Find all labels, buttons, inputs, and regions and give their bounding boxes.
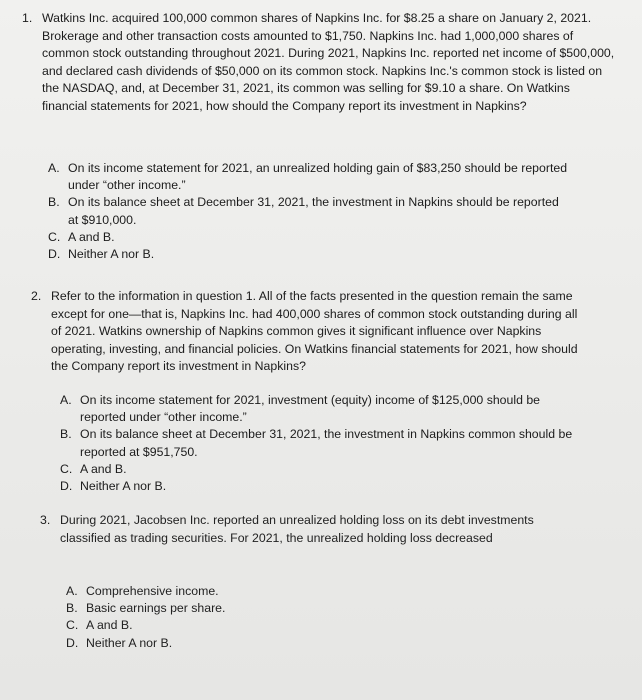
- option-b: [60, 426, 580, 460]
- option-text: On its balance sheet at December 31, 2021, the investment in Napkins should be reported at $910,000.: [68, 195, 559, 227]
- question-3-options: [66, 583, 586, 652]
- option-b: [48, 194, 568, 228]
- option-letter: B.: [48, 195, 60, 210]
- option-a: [66, 583, 586, 600]
- question-number: 3.: [40, 513, 51, 527]
- question-text: During 2021, Jacobsen Inc. reported an unrealized holding loss on its debt investments classified as trading securities. For 2021, the unrealized holding loss decreased: [60, 513, 534, 545]
- option-text: Basic earnings per share.: [86, 601, 226, 616]
- question-number: 1.: [22, 11, 33, 25]
- option-letter: D.: [48, 247, 61, 262]
- question-2-options: [60, 392, 580, 495]
- option-letter: A.: [48, 161, 60, 175]
- option-letter: C.: [60, 461, 73, 476]
- option-letter: D.: [60, 479, 73, 494]
- question-text: Refer to the information in question 1. All of the facts presented in the question remain the same except for one—that is, Napkins Inc. had 400,000 shares of common stock outstanding during all of 2021. Watkins ownership of Napkins common gives it significant influence over Napkins operating, investing, and financial policies. On Watkins financial statements for 2021, how should the Company report its investment in Napkins?: [51, 289, 578, 374]
- option-text: On its income statement for 2021, an unrealized holding gain of $83,250 should be reported under “other income.”: [68, 161, 568, 193]
- option-c: [66, 617, 586, 634]
- question-1: [22, 10, 622, 116]
- option-letter: B.: [60, 427, 72, 442]
- option-text: A and B.: [86, 618, 133, 633]
- option-letter: A.: [66, 584, 78, 598]
- option-d: [66, 635, 586, 652]
- option-a: [48, 160, 568, 194]
- option-c: [48, 229, 568, 246]
- option-c: [60, 461, 580, 478]
- option-text: A and B.: [80, 461, 127, 476]
- option-text: Comprehensive income.: [86, 584, 219, 598]
- option-a: [60, 392, 580, 426]
- option-d: [48, 246, 568, 263]
- option-d: [60, 478, 580, 495]
- option-letter: B.: [66, 601, 78, 616]
- option-text: Neither A nor B.: [68, 247, 155, 262]
- option-letter: D.: [66, 635, 79, 650]
- option-letter: C.: [48, 229, 61, 244]
- option-text: A and B.: [68, 229, 115, 244]
- option-text: Neither A nor B.: [80, 479, 167, 494]
- option-letter: C.: [66, 618, 79, 633]
- option-text: On its income statement for 2021, investment (equity) income of $125,000 should be reported under “other income.”: [80, 393, 541, 425]
- question-number: 2.: [31, 289, 42, 303]
- question-text: Watkins Inc. acquired 100,000 common shares of Napkins Inc. for $8.25 a share on January 2, 2021. Brokerage and other transaction costs amounted to $1,750. Napkins Inc. had 1,000,000 shares of common stock outstanding throughout 2021. During 2021, Napkins Inc. reported net income of $500,000, and declared cash dividends of $50,000 on its common stock. Napkins Inc.'s common stock is listed on the NASDAQ, and, at December 31, 2021, its common was selling for $9.10 a share. On Watkins financial statements for 2021, how should the Company report its investment in Napkins?: [42, 11, 615, 113]
- option-text: On its balance sheet at December 31, 2021, the investment in Napkins common should be reported at $951,750.: [80, 427, 573, 459]
- option-letter: A.: [60, 393, 72, 407]
- option-b: [66, 600, 586, 617]
- question-1-options: [48, 160, 568, 263]
- option-text: Neither A nor B.: [86, 635, 173, 650]
- question-3: [40, 512, 560, 547]
- question-2: [31, 288, 591, 376]
